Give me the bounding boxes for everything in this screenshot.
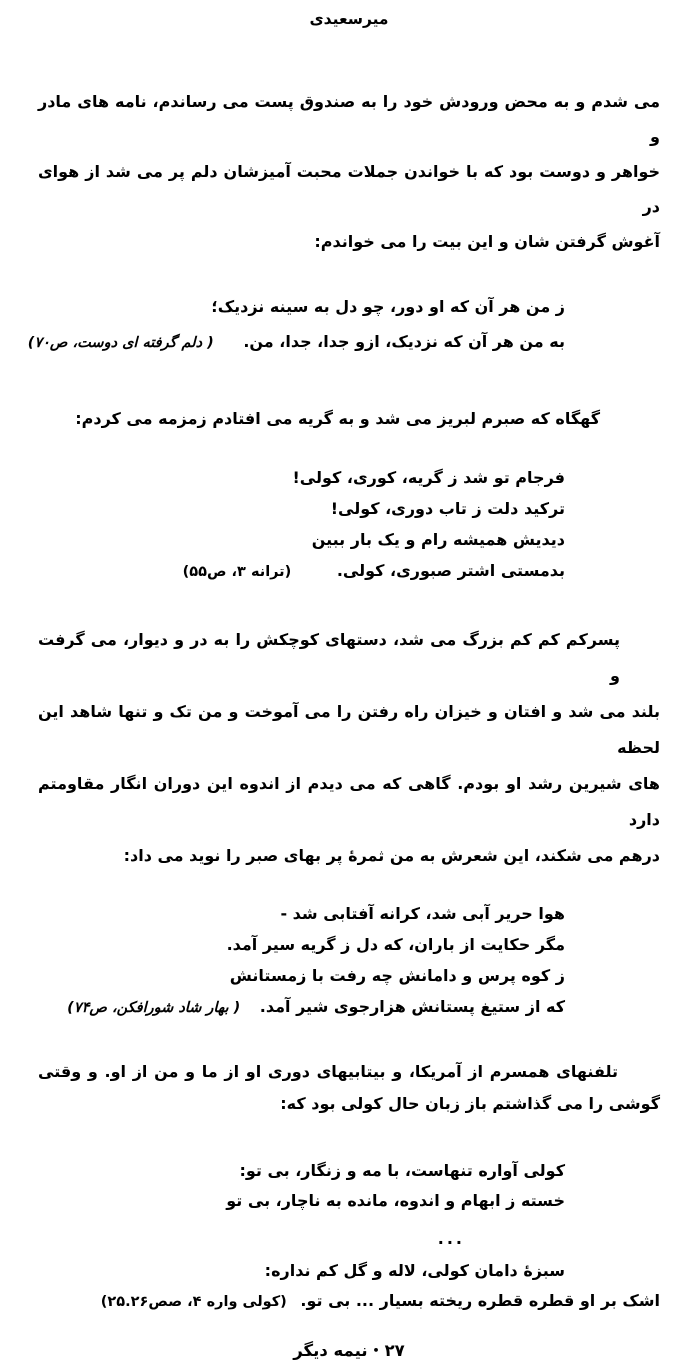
verse-line: مگر حکایت از باران، که دل ز گریه سیر آمد. (226, 935, 565, 954)
poem-2 (38, 462, 660, 588)
verse-line (38, 555, 660, 588)
prose-line: های شیرین رشد او بودم. گاهی که می دیدم از اندوه این دوران انگار مقاومتم دارد (38, 774, 660, 829)
verse-line: کولی آواره تنهاست، با مه و زنگار، بی تو: (239, 1161, 565, 1180)
verse-line (27, 324, 660, 361)
page-number: ۲۷ (384, 1341, 405, 1360)
verse-line: دیدیش همیشه رام و یک بار ببین (311, 530, 565, 549)
poem-citation: (ترانه ۳، ص۵۵) (182, 564, 292, 580)
prose-line: بلند می شد و افتان و خیزان راه رفتن را می آموخت و من تک و تنها شاهد این لحظه (38, 702, 660, 757)
verse-line: ترکید دلت ز تاب دوری، کولی! (330, 499, 565, 518)
prose-line: آغوش گرفتن شان و این بیت را می خواندم: (314, 232, 660, 251)
poem-citation: ( دلم گرفته ای دوست، ص۷۰) (27, 335, 214, 351)
page-footer (38, 1341, 660, 1360)
prose-line: تلفنهای همسرم از آمریکا، و بیتابیهای دوری او از ما و من از او. و وقتی (38, 1062, 618, 1081)
poem-4 (38, 1156, 660, 1317)
verse-line: سبزهٔ دامان کولی، لاله و گل کم نداره: (264, 1261, 565, 1280)
prose-paragraph-4 (38, 1056, 660, 1120)
prose-line: پسرکم کم کم بزرگ می شد، دستهای کوچکش را به در و دیوار، می گرفت و (38, 630, 620, 685)
verse-line: فرجام تو شد ز گریه، کوری، کولی! (292, 468, 565, 487)
verse-line: ز من هر آن که او دور، چو دل به سینه نزدیک؛ (211, 297, 565, 316)
verse-line (38, 1286, 660, 1317)
prose-paragraph-1 (38, 84, 660, 259)
prose-line: خواهر و دوست بود که با خواندن جملات محبت آمیزشان دلم پر می شد از هوای در (38, 162, 660, 216)
verse-text: که از ستیغ پستانش هزارجوی شیر آمد. (259, 997, 565, 1016)
footer-separator-icon: • (372, 1344, 380, 1357)
verse-line: خسته ز ابهام و اندوه، مانده به ناچار، بی تو (226, 1191, 565, 1210)
verse-line: ز کوه پرس و دامانش چه رفت با زمستانش (229, 966, 565, 985)
prose-paragraph-2 (38, 401, 660, 436)
verse-line: هوا حریر آبی شد، کرانه آفتابی شد - (280, 904, 565, 923)
ellipsis-line: ... (437, 1229, 465, 1248)
journal-name: نیمه دیگر (293, 1341, 368, 1360)
verse-text: اشک بر او قطره قطره ریخته بسیار ... بی تو. (300, 1291, 660, 1310)
verse-text: بدمستی اشتر صبوری، کولی. (336, 561, 565, 580)
poem-1 (27, 289, 660, 361)
verse-text: به من هر آن که نزدیک، ازو جدا، جدا، من. (243, 332, 565, 351)
author-header: میرسعیدی (309, 10, 389, 28)
prose-line: می شدم و به محض ورودش خود را به صندوق پست می رساندم، نامه های مادر و (38, 92, 660, 146)
prose-paragraph-3 (38, 622, 660, 874)
prose-line: گهگاه که صبرم لبریز می شد و به گریه می افتادم زمزمه می کردم: (75, 409, 600, 428)
prose-line: درهم می شکند، این شعرش به من ثمرهٔ پر بهای صبر را نوید می داد: (123, 846, 660, 865)
poem-citation: (کولی واره ۴، صص۲۵.۲۶) (100, 1294, 287, 1310)
poem-3 (38, 898, 660, 1024)
prose-line: گوشی را می گذاشتم باز زبان حال کولی بود که: (280, 1094, 660, 1113)
poem-citation: ( بهار شاد شورافکن، ص۷۴) (67, 1000, 241, 1016)
verse-line (38, 991, 660, 1024)
